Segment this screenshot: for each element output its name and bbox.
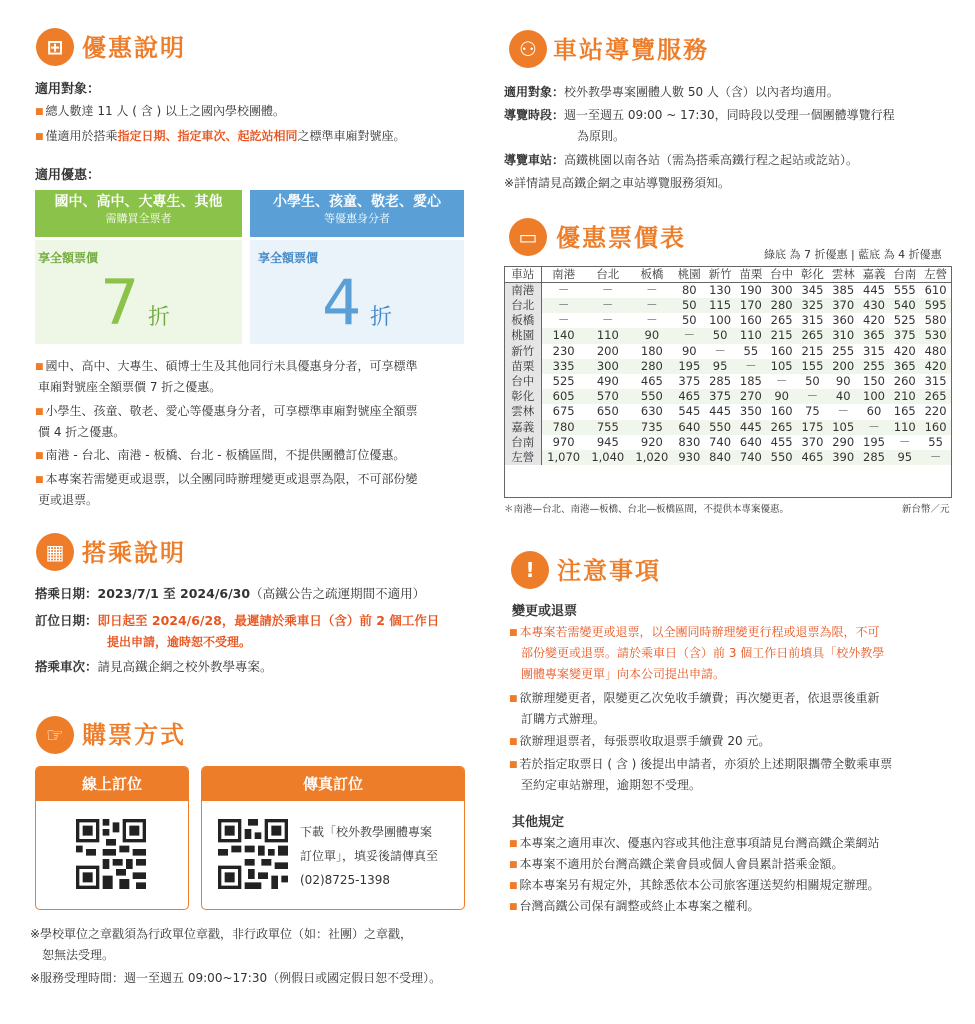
table-cell: 260 [893, 374, 916, 389]
table-cell: － [775, 374, 788, 389]
table-cell: 580 [924, 313, 947, 328]
table-row [505, 389, 951, 404]
offer-heading: 適用優惠： [35, 168, 101, 183]
price-table [505, 267, 951, 465]
blue-discount-unit: 折 [370, 305, 393, 330]
table-cell: 265 [770, 313, 793, 328]
table-cell: 55 [743, 343, 759, 358]
table-cell: 200 [596, 343, 619, 358]
other-item: ■ 本專案不適用於台灣高鐵企業會員或個人會員累計搭乘金額。 [509, 855, 844, 873]
table-cell: 530 [920, 328, 951, 343]
table-row-header: 南港 [505, 283, 541, 299]
table-row-header: 台中 [505, 374, 541, 389]
table-cell: － [541, 298, 586, 313]
table-cell: 110 [889, 420, 920, 435]
tour-time: 導覽時段：週一至週五 09:00 ~ 17:30，同時段以受理一個團體導覽行程 [504, 108, 895, 122]
table-cell: 180 [640, 343, 663, 358]
table-cell: － [859, 420, 890, 435]
table-cell: 110 [735, 328, 766, 343]
table-row-header: 新竹 [505, 344, 541, 359]
table-cell: － [557, 313, 570, 328]
table-cell: 195 [674, 359, 705, 374]
table-cell: 160 [920, 420, 951, 435]
table-cell: 945 [596, 434, 619, 449]
table-cell: 40 [828, 389, 859, 404]
other-item: ■ 除本專案另有規定外，其餘悉依本公司旅客運送契約相關規定辦理。 [509, 876, 880, 894]
table-cell: 50 [805, 374, 820, 389]
table-cell: 315 [801, 313, 824, 328]
table-cell: 110 [586, 328, 630, 343]
table-column-header: 板橋 [630, 267, 674, 283]
table-row [505, 450, 951, 465]
table-cell: 140 [541, 328, 586, 343]
table-row [505, 435, 951, 450]
table-cell: 105 [766, 359, 797, 374]
table-row-header: 桃園 [505, 328, 541, 343]
change-item: ■ 欲辦理退票者，每張票收取退票手續費 20 元。 [509, 732, 770, 750]
discount-title: 優惠說明 [82, 34, 186, 62]
table-cell: 60 [866, 404, 882, 419]
table-cell: 335 [541, 359, 586, 374]
table-row-header: 板橋 [505, 313, 541, 328]
table-cell: 555 [893, 283, 916, 297]
table-cell: 525 [893, 313, 916, 328]
table-cell: － [602, 283, 614, 297]
table-cell: 1,040 [586, 450, 630, 465]
table-cell: 185 [739, 374, 762, 389]
table-cell: 840 [705, 450, 736, 465]
table-cell: 50 [705, 328, 736, 343]
table-row-header: 左營 [505, 450, 541, 465]
table-cell: 280 [766, 298, 797, 313]
table-column-header: 台南 [889, 267, 920, 283]
table-cell: 420 [863, 313, 885, 328]
table-cell: 160 [770, 404, 793, 419]
tour-stations: 導覽車站：高鐵桃園以南各站（需為搭乘高鐵行程之起站或訖站）。 [504, 153, 859, 167]
table-row-header: 雲林 [505, 404, 541, 419]
table-cell: 465 [797, 450, 828, 465]
note-item: ■ 國中、高中、大專生、碩博士生及其他同行未具優惠身分者，可享標準 [35, 357, 418, 375]
table-cell: 200 [828, 359, 859, 374]
change-heading: 變更或退票 [512, 604, 578, 619]
price-table-footnote: ＊南港—台北、南港—板橋、台北—板橋區間，不提供本專案優惠。 [504, 504, 790, 515]
table-cell: 265 [766, 420, 797, 435]
fax-booking-header: 傳真訂位 [202, 767, 464, 801]
table-cell: 630 [640, 404, 663, 419]
table-cell: 95 [889, 450, 920, 465]
table-cell: 265 [797, 328, 828, 343]
fax-instruction: 下載「校外教學團體專案 [300, 825, 433, 839]
table-cell: 390 [828, 450, 859, 465]
table-cell: 90 [681, 343, 697, 358]
table-cell: 930 [674, 450, 705, 465]
table-cell: 270 [735, 389, 766, 404]
concession-group-box: 小學生、孩童、敬老、愛心 等優惠身分者 [250, 190, 464, 237]
table-cell: 740 [735, 450, 766, 465]
table-cell: 640 [674, 420, 705, 435]
table-cell: 465 [674, 389, 705, 404]
table-cell: 550 [630, 389, 674, 404]
table-cell: 300 [586, 359, 630, 374]
table-cell: 55 [928, 434, 943, 449]
eligibility-item: ■ 總人數達 11 人 ( 含 ) 以上之國內學校團體。 [35, 102, 285, 120]
table-row [505, 298, 951, 313]
table-cell: 605 [541, 389, 586, 404]
table-cell: 280 [630, 359, 674, 374]
stamp-note: ※學校單位之章戳須為行政單位章戳，非行政單位（如：社團）之章戳， [30, 927, 413, 941]
table-corner-header: 車站 [505, 267, 541, 283]
table-cell: 545 [678, 404, 701, 419]
table-cell: 95 [705, 359, 736, 374]
table-cell: 1,070 [541, 450, 586, 465]
table-cell: 50 [681, 313, 697, 328]
change-highlight: 團體專案變更單」向本公司提出申請。 [521, 667, 726, 681]
table-cell: 100 [709, 313, 732, 328]
table-cell: 155 [797, 359, 828, 374]
blue-discount-value: 4 [322, 266, 362, 339]
table-cell: 740 [709, 434, 732, 449]
table-row-header: 嘉義 [505, 420, 541, 435]
table-cell: 365 [859, 328, 890, 343]
table-cell: 490 [596, 374, 619, 389]
station-tour-title: 車站導覽服務 [553, 36, 709, 64]
table-cell: 315 [924, 374, 947, 389]
table-cell: － [630, 298, 674, 313]
table-cell: 640 [739, 434, 762, 449]
table-row [505, 359, 951, 374]
table-cell: 105 [828, 420, 859, 435]
table-cell: 215 [801, 343, 824, 358]
note-item: ■ 本專案若需變更或退票，以全團同時辦理變更或退票為限，不可部份變 [35, 470, 418, 488]
table-cell: － [557, 283, 570, 297]
stamp-note-cont: 恕無法受理。 [42, 948, 115, 962]
table-row-header: 台南 [505, 435, 541, 450]
table-cell: 360 [832, 313, 855, 328]
table-cell: 160 [770, 343, 793, 358]
table-cell: 300 [770, 283, 793, 297]
table-cell: 675 [552, 404, 575, 419]
table-cell: 230 [552, 343, 575, 358]
change-highlight: ■ 本專案若需變更或退票，以全團同時辦理變更行程或退票為限，不可 [509, 623, 880, 641]
table-cell: 255 [832, 343, 855, 358]
table-cell: 430 [859, 298, 890, 313]
table-cell: 175 [797, 420, 828, 435]
change-item: 訂購方式辦理。 [521, 712, 606, 726]
table-cell: 310 [828, 328, 859, 343]
online-qr-code[interactable] [76, 819, 146, 889]
green-discount-unit: 折 [148, 305, 171, 330]
table-row [505, 328, 951, 343]
table-cell: 345 [801, 283, 824, 297]
table-cell: 920 [640, 434, 663, 449]
table-cell: 90 [835, 374, 851, 389]
eligibility-heading: 適用對象： [35, 82, 101, 97]
table-cell: － [602, 313, 614, 328]
table-row-header: 彰化 [505, 389, 541, 404]
service-hours-note: ※服務受理時間：週一至週五 09:00~17:30（例假日或國定假日恕不受理）。 [30, 971, 442, 985]
table-cell: 170 [735, 298, 766, 313]
table-cell: 570 [586, 389, 630, 404]
price-table-unit: 新台幣／元 [902, 504, 950, 515]
guide-people-icon: ⚇ [509, 30, 547, 68]
table-cell: 375 [678, 374, 701, 389]
table-cell: － [899, 434, 911, 449]
table-cell: 755 [586, 420, 630, 435]
change-highlight: 部份變更或退票。請於乘車日（含）前 3 個工作日前填具「校外教學 [521, 646, 885, 660]
table-cell: 100 [859, 389, 890, 404]
note-item: ■ 南港 - 台北、南港 - 板橋、台北 - 板橋區間，不提供團體訂位優惠。 [35, 446, 405, 464]
ticket-hand-icon: ☞ [36, 716, 74, 754]
ticket-icon: ▭ [509, 218, 547, 256]
table-cell: － [837, 404, 849, 419]
table-cell: 780 [541, 420, 586, 435]
note-item: 更或退票。 [38, 493, 99, 507]
boarding-title: 搭乘說明 [82, 539, 186, 567]
green-discount-value: 7 [100, 266, 140, 339]
table-cell: 420 [920, 359, 951, 374]
boarding-train: 搭乘車次：請見高鐵企網之校外教學專案。 [35, 659, 273, 674]
table-row [505, 404, 951, 419]
table-cell: 325 [797, 298, 828, 313]
table-cell: － [714, 343, 726, 358]
table-cell: 420 [893, 343, 916, 358]
table-cell: 445 [735, 420, 766, 435]
fax-number: (02)8725-1398 [300, 873, 391, 887]
table-cell: 540 [889, 298, 920, 313]
table-row [505, 420, 951, 435]
other-heading: 其他規定 [512, 815, 565, 830]
table-cell: － [646, 313, 658, 328]
exclamation-icon: ! [511, 551, 549, 589]
table-cell: 465 [640, 374, 663, 389]
table-cell: 370 [801, 434, 824, 449]
table-row-header: 台北 [505, 298, 541, 313]
table-cell: 650 [596, 404, 619, 419]
table-cell: 215 [766, 328, 797, 343]
table-row [505, 283, 951, 299]
calendar-icon: ▦ [36, 533, 74, 571]
table-cell: 445 [863, 283, 885, 297]
fax-instruction: 訂位單」，填妥後請傳真至 [300, 849, 439, 863]
tour-time-cont: 為原則。 [577, 129, 626, 143]
full-fare-group-box: 國中、高中、大專生、其他 需購買全票者 [35, 190, 242, 237]
table-cell: 735 [630, 420, 674, 435]
table-cell: 75 [805, 404, 820, 419]
blue-fare-label: 享全額票價 [258, 251, 319, 265]
table-cell: 255 [859, 359, 890, 374]
table-cell: 195 [863, 434, 885, 449]
table-cell: 210 [889, 389, 920, 404]
table-column-header: 彰化 [797, 267, 828, 283]
purchase-title: 購票方式 [82, 721, 186, 749]
fax-qr-code[interactable] [218, 819, 288, 889]
table-cell: 165 [893, 404, 916, 419]
table-cell: 375 [889, 328, 920, 343]
table-cell: 445 [709, 404, 732, 419]
table-cell: 455 [770, 434, 793, 449]
table-cell: 290 [832, 434, 855, 449]
table-column-header: 桃園 [674, 267, 705, 283]
table-cell: 830 [678, 434, 701, 449]
table-column-header: 苗栗 [735, 267, 766, 283]
table-cell: 350 [739, 404, 762, 419]
boarding-date: 搭乘日期：2023/7/1 至 2024/6/30（高鐵公告之疏運期間不適用） [35, 586, 426, 601]
table-cell: 115 [705, 298, 736, 313]
table-cell: － [674, 328, 705, 343]
table-cell: 610 [924, 283, 947, 297]
table-cell: 315 [863, 343, 885, 358]
table-cell: 150 [863, 374, 885, 389]
table-cell: 370 [828, 298, 859, 313]
table-cell: 50 [674, 298, 705, 313]
table-cell: 525 [552, 374, 575, 389]
table-cell: 1,020 [630, 450, 674, 465]
seat-rule: ■ 僅適用於搭乘指定日期、指定車次、起訖站相同之標準車廂對號座。 [35, 127, 406, 145]
table-column-header: 台北 [586, 267, 630, 283]
table-cell: 160 [739, 313, 762, 328]
green-fare-label: 享全額票價 [38, 251, 99, 265]
table-cell: 130 [709, 283, 732, 297]
table-cell: 480 [924, 343, 947, 358]
table-cell: 190 [739, 283, 762, 297]
table-cell: 220 [924, 404, 947, 419]
tour-target: 適用對象：校外教學專案團體人數 50 人（含）以內者均適用。 [504, 85, 839, 99]
booking-date-cont: 提出申請，逾時恕不受理。 [107, 635, 252, 649]
note-item: 價 4 折之優惠。 [38, 425, 126, 439]
tour-note: ※詳情請見高鐵企網之車站導覽服務須知。 [504, 176, 731, 190]
change-item: ■ 若於指定取票日 ( 含 ) 後提出申請者，亦須於上述期限攜帶全數乘車票 [509, 755, 892, 773]
other-item: ■ 本專案之適用車次、優惠內容或其他注意事項請見台灣高鐵企業網站 [509, 834, 880, 852]
table-cell: 595 [920, 298, 951, 313]
table-row [505, 313, 951, 328]
note-item: 車廂對號座全額票價 7 折之優惠。 [38, 380, 222, 394]
table-cell: 375 [705, 389, 736, 404]
table-cell: 90 [766, 389, 797, 404]
table-cell: 970 [552, 434, 575, 449]
table-column-header: 南港 [541, 267, 586, 283]
change-item: ■ 欲辦理變更者，限變更乙次免收手續費；再次變更者，依退票後重新 [509, 689, 880, 707]
table-row [505, 344, 951, 359]
table-cell: 550 [705, 420, 736, 435]
change-item: 至約定車站辦理，逾期恕不受理。 [521, 778, 702, 792]
table-column-header: 嘉義 [859, 267, 890, 283]
table-cell: － [586, 298, 630, 313]
notice-title: 注意事項 [557, 557, 661, 585]
table-cell: 265 [920, 389, 951, 404]
table-column-header: 台中 [766, 267, 797, 283]
table-cell: － [646, 283, 658, 297]
table-cell: 365 [889, 359, 920, 374]
table-cell: － [920, 450, 951, 465]
table-cell: 385 [832, 283, 855, 297]
table-column-header: 新竹 [705, 267, 736, 283]
other-item: ■ 台灣高鐵公司保有調整或終止本專案之權利。 [509, 897, 760, 915]
table-cell: － [797, 389, 828, 404]
note-item: ■ 小學生、孩童、敬老、愛心等優惠身分者，可享標準車廂對號座全額票 [35, 402, 418, 420]
table-column-header: 左營 [920, 267, 951, 283]
table-cell: 90 [630, 328, 674, 343]
table-cell: － [735, 359, 766, 374]
table-column-header: 雲林 [828, 267, 859, 283]
table-cell: 285 [709, 374, 732, 389]
gift-icon: ⊞ [36, 28, 74, 66]
booking-date: 訂位日期：即日起至 2024/6/28，最遲請於乘車日（含）前 2 個工作日 [35, 613, 440, 628]
price-table-legend: 綠底 為 7 折優惠 | 藍底 為 4 折優惠 [764, 248, 942, 261]
price-table-title: 優惠票價表 [556, 224, 686, 252]
online-booking-header: 線上訂位 [36, 767, 188, 801]
table-row [505, 374, 951, 389]
table-cell: 80 [681, 283, 697, 297]
table-row-header: 苗栗 [505, 359, 541, 374]
table-cell: 285 [859, 450, 890, 465]
table-cell: 550 [766, 450, 797, 465]
